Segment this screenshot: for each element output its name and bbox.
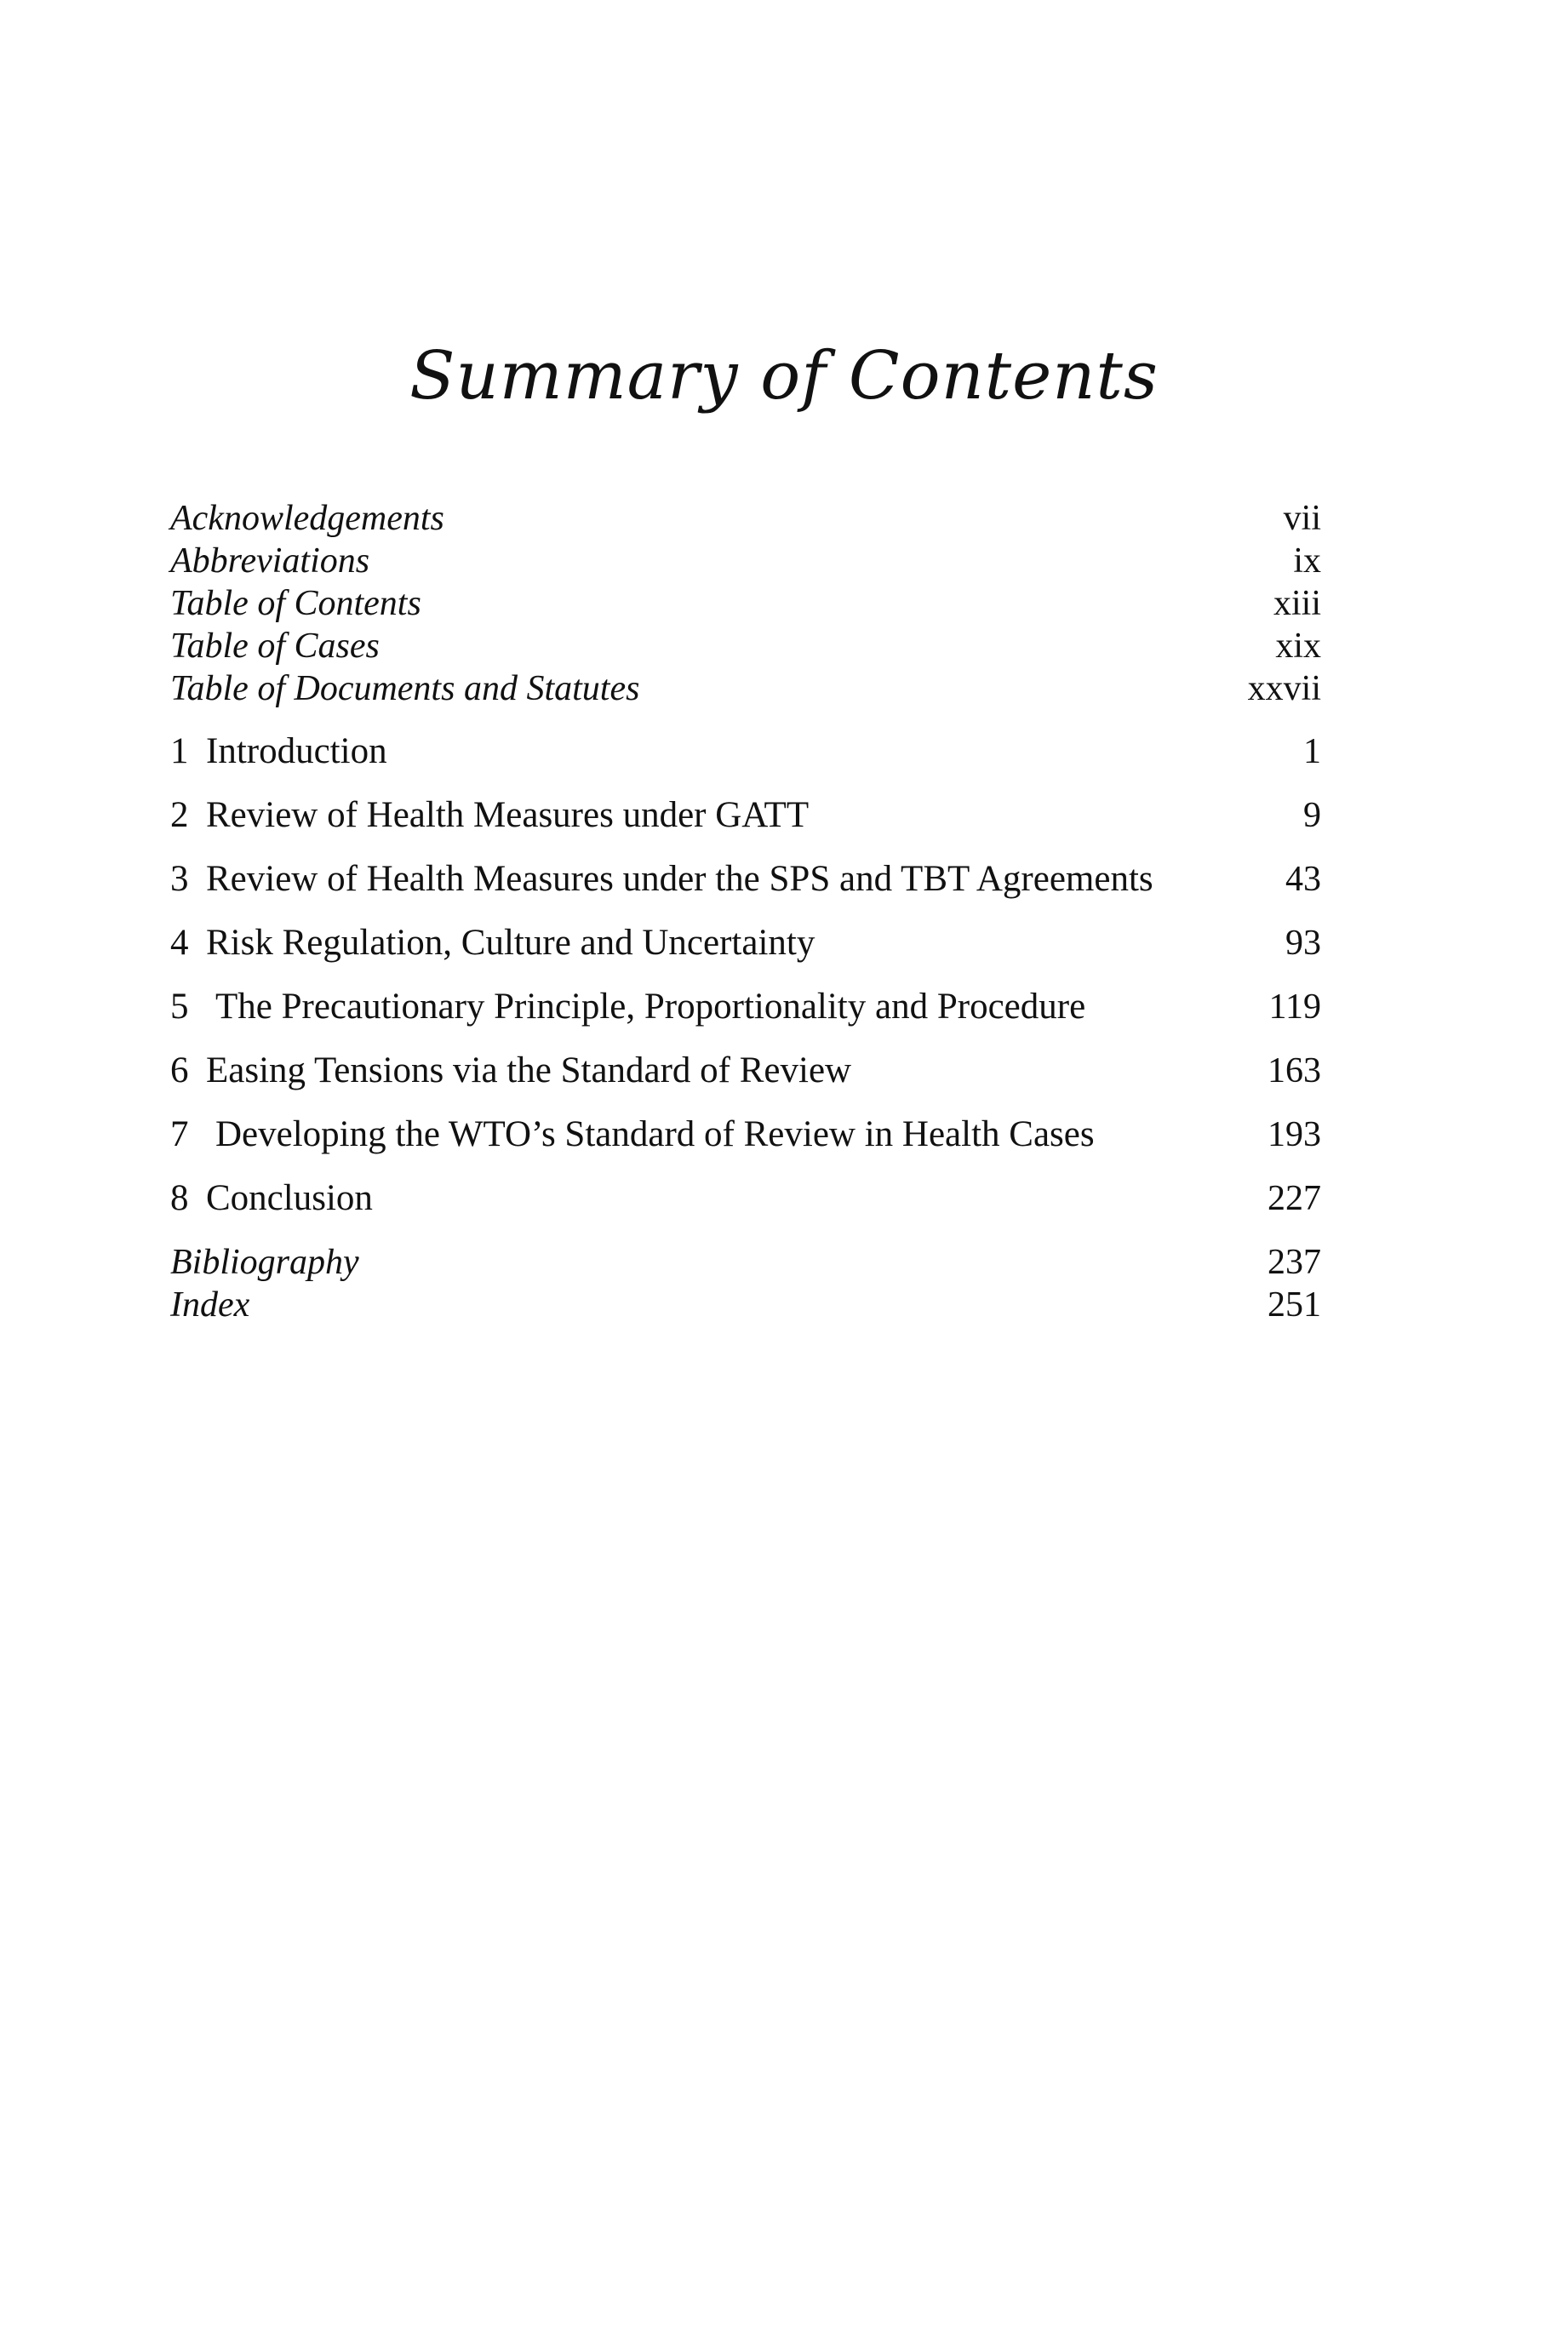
chapter-page: 163 [1268,1051,1321,1090]
chapter-number: 1 [170,731,189,771]
chapter-title: Conclusion [206,1178,373,1218]
chapter-page: 119 [1268,987,1321,1027]
chapter-number: 5 [170,987,189,1027]
chapter-number: 7 [170,1114,189,1154]
toc-entry-page: 237 [1268,1243,1321,1282]
chapter-title: Risk Regulation, Culture and Uncertainty [206,923,815,963]
toc-chapter-6 [170,1049,1321,1093]
toc-entry-page: xiii [1273,584,1321,623]
toc-chapter-5 [170,985,1321,1029]
toc-chapter-2 [170,793,1321,838]
toc-entry-label: Bibliography [170,1243,359,1282]
toc-entry-label: Table of Documents and Statutes [170,669,640,708]
chapter-page: 93 [1285,924,1321,963]
toc-entry-label: Abbreviations [170,541,370,581]
chapter-page: 1 [1303,732,1321,771]
chapter-page: 9 [1303,796,1321,835]
chapter-page: 227 [1268,1179,1321,1218]
toc-chapter-4 [170,921,1321,965]
toc-entry-bibliography [170,1240,1321,1285]
toc-entry-table-of-contents [170,581,1321,626]
toc-entry-page: ix [1293,541,1321,581]
chapter-title: Review of Health Measures under GATT [206,795,810,835]
toc-chapter-8 [170,1176,1321,1221]
toc-entry-table-of-documents [170,667,1321,711]
chapter-page: 43 [1285,860,1321,899]
toc-entry-acknowledgements [170,496,1321,541]
chapter-number: 4 [170,923,189,963]
toc-entry-abbreviations [170,539,1321,583]
toc-entry-label: Acknowledgements [170,499,444,538]
chapter-number: 3 [170,859,189,899]
chapter-title: Easing Tensions via the Standard of Review [206,1050,852,1090]
toc-entry-label: Index [170,1285,250,1325]
chapter-page: 193 [1268,1115,1321,1154]
toc-entry-page: 251 [1268,1285,1321,1325]
toc-entry-label: Table of Contents [170,584,421,623]
toc-entry-page: xxvii [1247,669,1321,708]
toc-entry-index [170,1283,1321,1327]
toc-chapter-7 [170,1113,1321,1157]
toc-entry-page: vii [1283,499,1321,538]
toc-entry-page: xix [1275,627,1321,666]
toc-entry-label: Table of Cases [170,627,380,666]
toc-chapter-1 [170,730,1321,774]
chapter-number: 2 [170,795,189,835]
chapter-title: Developing the WTO’s Standard of Review in Health Cases [215,1114,1095,1154]
toc-chapter-3 [170,857,1321,901]
chapter-title: The Precautionary Principle, Proportionality and Procedure [215,987,1086,1027]
chapter-title: Introduction [206,731,387,771]
toc-entry-table-of-cases [170,624,1321,668]
chapter-title: Review of Health Measures under the SPS and TBT Agreements [206,859,1153,899]
chapter-number: 8 [170,1178,189,1218]
page-title: Summary of Contents [409,338,1159,415]
chapter-number: 6 [170,1050,189,1090]
